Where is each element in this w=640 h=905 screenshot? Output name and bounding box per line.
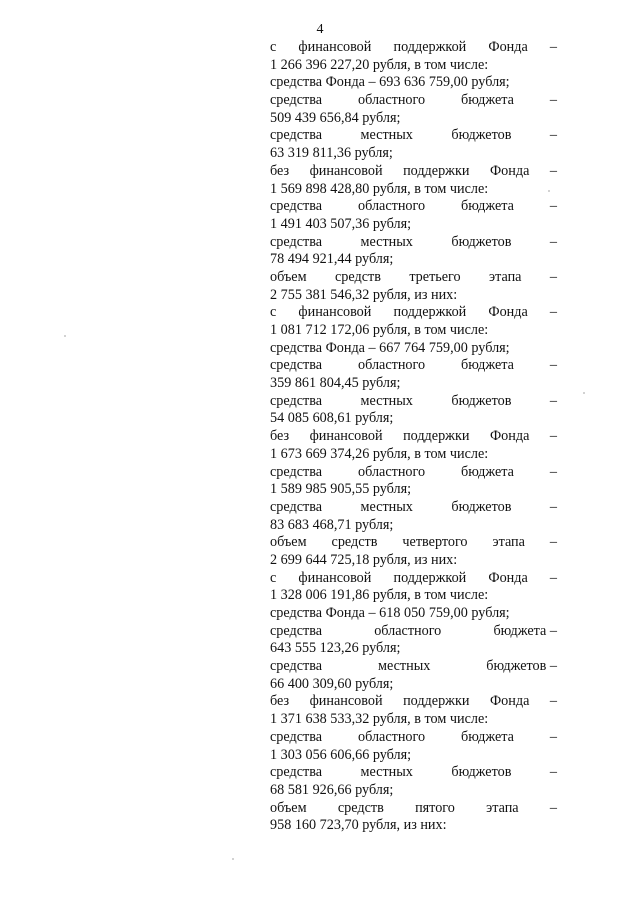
scan-speck — [548, 190, 550, 192]
text-word: Фонда — [488, 304, 528, 321]
text-line: 2 755 381 546,32 рубля, из них: — [270, 286, 458, 303]
text-word: средства — [270, 658, 323, 675]
text-word: этапа — [486, 799, 519, 816]
text-word: с — [270, 39, 277, 55]
text-line: 958 160 723,70 рубля, из них: — [270, 817, 447, 834]
text-line — [270, 729, 557, 747]
text-word: четвертого — [402, 534, 468, 551]
text-word: средства — [270, 357, 323, 374]
text-line — [270, 234, 557, 252]
text-word: бюджета — [461, 92, 514, 109]
text-word: этапа — [492, 534, 525, 551]
text-line: 1 569 898 428,80 рубля, в том числе: — [270, 180, 489, 197]
text-line — [270, 693, 557, 711]
scan-speck — [232, 858, 234, 860]
text-word: бюджета — [461, 463, 514, 480]
text-word: бюджетов — [451, 498, 512, 515]
text-word: бюджетов — [451, 392, 512, 409]
text-word: – — [549, 534, 557, 551]
text-line — [270, 92, 557, 110]
text-word: – — [549, 498, 557, 515]
text-word: – — [549, 233, 557, 250]
text-line: 63 319 811,36 рубля; — [270, 145, 393, 162]
text-line: 1 303 056 606,66 рубля; — [270, 746, 412, 763]
text-word: средства — [270, 198, 323, 215]
text-word: финансовой — [309, 693, 383, 710]
text-word: третьего — [409, 268, 461, 285]
text-word: финансовой — [298, 569, 372, 586]
text-line — [270, 623, 557, 641]
text-word: средства — [270, 622, 323, 639]
text-line — [270, 658, 557, 676]
text-word: средств — [337, 799, 384, 816]
text-word: Фонда — [488, 569, 528, 586]
text-word: – — [549, 357, 557, 374]
text-word: без — [270, 162, 290, 179]
text-word: – — [549, 198, 557, 215]
document-body-text — [270, 39, 557, 835]
text-word: поддержкой — [393, 39, 467, 55]
text-word: областного — [357, 92, 426, 109]
text-word: поддержкой — [393, 569, 467, 586]
text-word: – — [549, 304, 557, 321]
text-word: бюджетов — [451, 233, 512, 250]
text-word: средства — [270, 764, 323, 781]
text-line — [270, 198, 557, 216]
text-word: бюджета — [461, 357, 514, 374]
text-word: объем — [270, 268, 307, 285]
text-word: местных — [360, 233, 413, 250]
text-word: местных — [377, 658, 431, 675]
text-word: бюджетов — [451, 764, 512, 781]
scan-speck — [64, 335, 66, 337]
text-line: 1 673 669 374,26 рубля, в том числе: — [270, 445, 489, 462]
text-word: средства — [270, 233, 323, 250]
text-word: областного — [357, 198, 426, 215]
text-line: 1 081 712 172,06 рубля, в том числе: — [270, 322, 489, 338]
text-line — [270, 39, 557, 57]
text-word: финансовой — [309, 162, 383, 179]
text-line — [270, 764, 557, 782]
text-word: бюджета — [461, 728, 514, 745]
text-line: 1 371 638 533,32 рубля, в том числе: — [270, 711, 489, 728]
text-word: – — [549, 693, 557, 710]
text-line: 54 085 608,61 рубля; — [270, 410, 394, 427]
text-line: 1 589 985 905,55 рубля; — [270, 481, 412, 498]
text-word: средств — [334, 268, 381, 285]
text-word: этапа — [489, 268, 522, 285]
page-number: 4 — [316, 22, 324, 37]
text-word: местных — [360, 764, 413, 781]
text-word: бюджета — [461, 198, 514, 215]
text-line — [270, 800, 557, 818]
text-word: средства — [270, 92, 323, 109]
text-word: средства — [270, 498, 323, 515]
text-word: финансовой — [309, 428, 383, 445]
text-word: средств — [331, 534, 378, 551]
text-word: – — [549, 268, 557, 285]
text-word: областного — [357, 463, 426, 480]
text-line: средства Фонда – 667 764 759,00 рубля; — [270, 339, 510, 356]
text-line: 643 555 123,26 рубля; — [270, 640, 401, 657]
text-word: местных — [360, 392, 413, 409]
text-line — [270, 499, 557, 517]
text-word: объем — [270, 799, 307, 816]
text-word: поддержкой — [393, 304, 467, 321]
text-word: средства — [270, 463, 323, 480]
text-line: 1 491 403 507,36 рубля; — [270, 215, 412, 232]
text-word: Фонда — [488, 39, 528, 55]
text-word: – — [549, 764, 557, 781]
text-word: – — [549, 162, 557, 179]
text-line — [270, 393, 557, 411]
text-line — [270, 357, 557, 375]
text-word: бюджета – — [493, 622, 557, 639]
text-word: местных — [360, 498, 413, 515]
text-word: областного — [357, 357, 426, 374]
text-word: Фонда — [489, 693, 530, 710]
text-word: поддержки — [403, 428, 470, 445]
text-word: – — [549, 92, 557, 109]
text-word: бюджетов — [451, 127, 512, 144]
text-line — [270, 570, 557, 588]
text-line: 2 699 644 725,18 рубля, из них: — [270, 551, 458, 568]
text-word: – — [549, 39, 557, 55]
text-word: – — [549, 569, 557, 586]
text-line: 66 400 309,60 рубля; — [270, 675, 394, 692]
text-line — [270, 428, 557, 446]
text-line — [270, 534, 557, 552]
text-word: местных — [360, 127, 413, 144]
text-word: средства — [270, 392, 323, 409]
text-word: – — [549, 428, 557, 445]
text-word: средства — [270, 127, 323, 144]
text-line: 83 683 468,71 рубля; — [270, 516, 394, 533]
text-word: средства — [270, 728, 323, 745]
text-word: пятого — [415, 799, 455, 816]
text-word: с — [270, 304, 277, 321]
text-word: без — [270, 693, 290, 710]
text-word: бюджетов – — [486, 658, 557, 675]
text-line: средства Фонда – 693 636 759,00 рубля; — [270, 74, 510, 91]
text-word: финансовой — [298, 304, 372, 321]
scan-speck — [583, 392, 585, 394]
text-line — [270, 127, 557, 145]
text-line — [270, 464, 557, 482]
text-word: – — [549, 728, 557, 745]
text-line: средства Фонда – 618 050 759,00 рубля; — [270, 605, 510, 621]
text-word: – — [549, 127, 557, 144]
text-word: Фонда — [489, 162, 530, 179]
text-line: 78 494 921,44 рубля; — [270, 251, 394, 268]
text-word: Фонда — [489, 428, 530, 445]
text-word: – — [549, 392, 557, 409]
text-word: поддержки — [403, 162, 470, 179]
text-word: – — [549, 463, 557, 480]
text-line: 1 328 006 191,86 рубля, в том числе: — [270, 587, 489, 604]
text-line: 509 439 656,84 рубля; — [270, 109, 401, 126]
text-line: 359 861 804,45 рубля; — [270, 375, 401, 392]
text-word: областного — [374, 622, 442, 639]
text-word: с — [270, 569, 277, 586]
text-word: объем — [270, 534, 307, 551]
text-line: 1 266 396 227,20 рубля, в том числе: — [270, 56, 489, 73]
text-line — [270, 304, 557, 322]
text-word: областного — [357, 728, 426, 745]
text-line — [270, 163, 557, 181]
text-word: поддержки — [403, 693, 470, 710]
text-line: 68 581 926,66 рубля; — [270, 781, 394, 798]
text-word: финансовой — [298, 39, 372, 55]
text-line — [270, 269, 557, 287]
text-word: – — [549, 799, 557, 816]
text-word: без — [270, 428, 290, 445]
